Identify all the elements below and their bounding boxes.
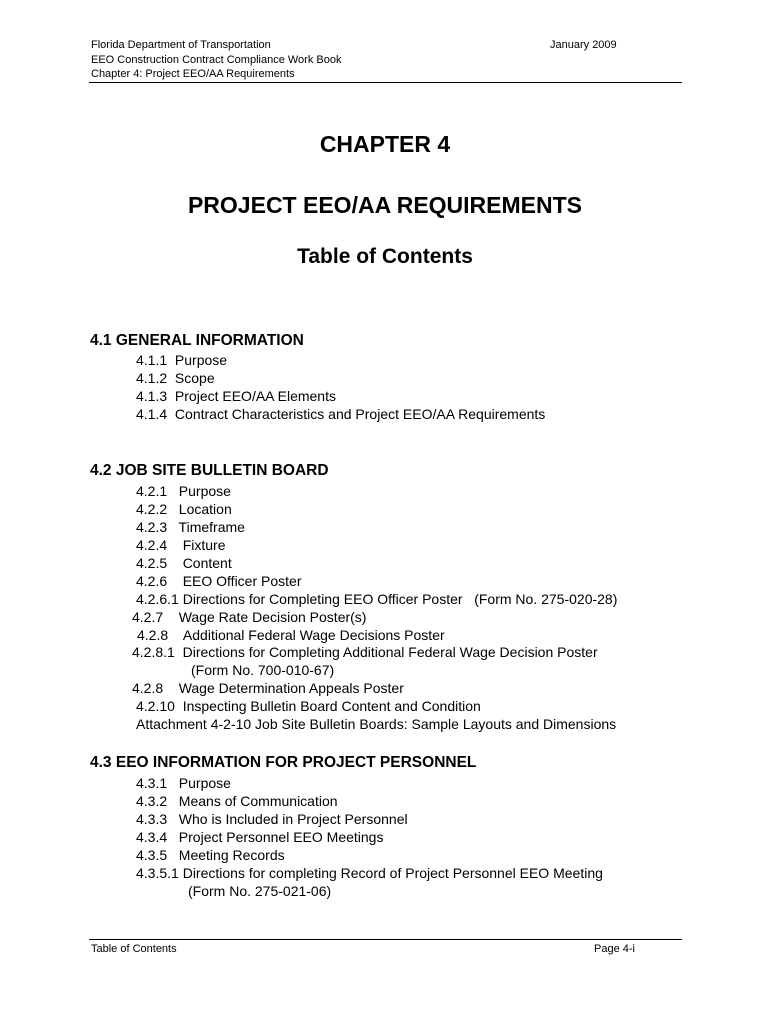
toc-heading: Table of Contents <box>297 245 473 268</box>
toc-item-attachment: Attachment 4-2-10 Job Site Bulletin Boards: Sample Layouts and Dimensions <box>136 716 617 732</box>
toc-item: 4.3.2 Means of Communication <box>136 793 338 809</box>
toc-item: 4.2.8.1 Directions for Completing Additional Federal Wage Decision Poster <box>132 644 598 660</box>
toc-item: 4.3.3 Who is Included in Project Personnel <box>136 811 408 827</box>
page-number: Page 4-i <box>594 943 635 955</box>
toc-item: 4.2.4 Fixture <box>136 537 226 553</box>
section-title-4-3: 4.3 EEO INFORMATION FOR PROJECT PERSONNEL <box>90 754 477 771</box>
header-department: Florida Department of Transportation <box>91 39 271 51</box>
toc-item: 4.1.2 Scope <box>136 370 215 386</box>
chapter-title: PROJECT EEO/AA REQUIREMENTS <box>187 192 583 218</box>
toc-item: 4.3.1 Purpose <box>136 775 231 791</box>
toc-item: 4.1.4 Contract Characteristics and Project EEO/AA Requirements <box>136 406 546 422</box>
toc-item-form-number: (Form No. 275-021-06) <box>188 883 332 899</box>
section-title-4-1: 4.1 GENERAL INFORMATION <box>90 332 304 349</box>
footer-section-label: Table of Contents <box>91 943 177 955</box>
toc-item: 4.2.7 Wage Rate Decision Poster(s) <box>132 609 367 625</box>
toc-item: 4.2.8 Wage Determination Appeals Poster <box>132 680 404 696</box>
toc-item: 4.2.6 EEO Officer Poster <box>136 573 302 589</box>
footer-rule <box>89 939 682 940</box>
toc-item-form-number: (Form No. 700-010-67) <box>191 662 335 678</box>
toc-item: 4.2.3 Timeframe <box>136 519 245 535</box>
header-date: January 2009 <box>550 39 617 51</box>
toc-item: 4.2.8 Additional Federal Wage Decisions Poster <box>137 627 445 643</box>
toc-item: 4.3.4 Project Personnel EEO Meetings <box>136 829 384 845</box>
toc-item: 4.2.10 Inspecting Bulletin Board Content and Condition <box>136 698 481 714</box>
toc-item: 4.2.6.1 Directions for Completing EEO Officer Poster (Form No. 275-020-28) <box>136 591 618 607</box>
header-chapter: Chapter 4: Project EEO/AA Requirements <box>91 68 295 80</box>
header-rule <box>89 82 682 83</box>
toc-item: 4.1.3 Project EEO/AA Elements <box>136 388 336 404</box>
toc-item: 4.3.5 Meeting Records <box>136 847 285 863</box>
section-title-4-2: 4.2 JOB SITE BULLETIN BOARD <box>90 462 329 479</box>
toc-item: 4.3.5.1 Directions for completing Record of Project Personnel EEO Meeting <box>136 865 603 881</box>
header-workbook-title: EEO Construction Contract Compliance Work Book <box>91 54 342 66</box>
toc-item: 4.2.1 Purpose <box>136 483 231 499</box>
toc-item: 4.1.1 Purpose <box>136 352 228 368</box>
toc-item: 4.2.2 Location <box>136 501 232 517</box>
toc-item: 4.2.5 Content <box>136 555 232 571</box>
chapter-heading: CHAPTER 4 <box>319 131 451 157</box>
